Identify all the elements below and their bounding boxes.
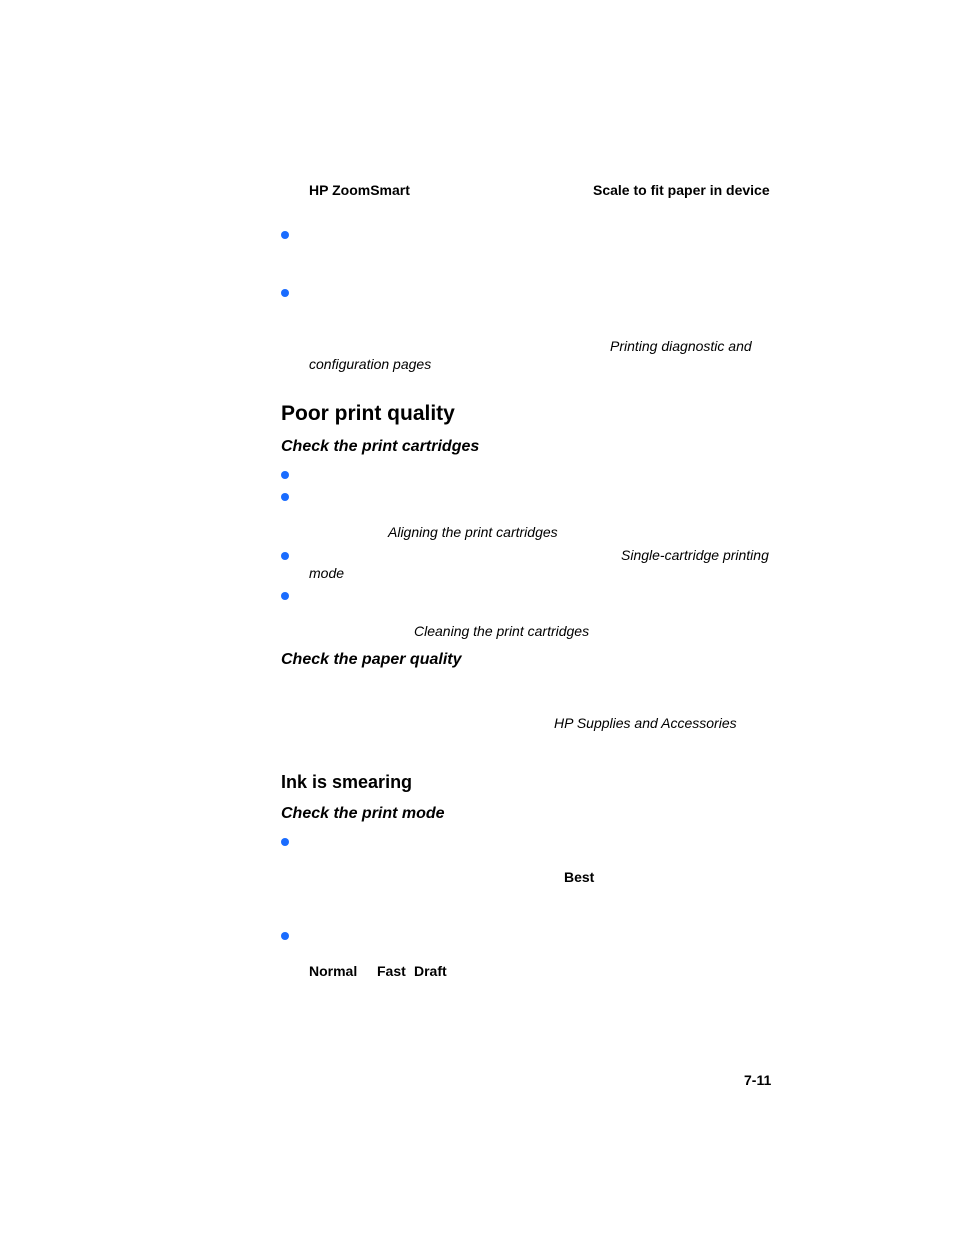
bullet-icon <box>281 592 289 600</box>
subheading-check-print-mode: Check the print mode <box>281 805 445 822</box>
draft-mode-label: Draft <box>414 963 447 979</box>
subheading-check-paper-quality: Check the paper quality <box>281 651 462 668</box>
scale-to-fit-label: Scale to fit paper in device <box>593 182 770 198</box>
normal-mode-label: Normal <box>309 963 358 979</box>
configuration-pages-ref: configuration pages <box>309 356 432 372</box>
bullet-icon <box>281 932 289 940</box>
best-mode-label: Best <box>564 869 595 885</box>
bullet-icon <box>281 289 289 297</box>
bullet-icon <box>281 231 289 239</box>
bullet-icon <box>281 838 289 846</box>
cleaning-cartridges-ref: Cleaning the print cartridges <box>414 623 590 639</box>
section-title-poor-print-quality: Poor print quality <box>281 402 455 425</box>
fast-mode-label: Fast <box>377 963 406 979</box>
page-number: 7-11 <box>744 1072 772 1088</box>
bullet-icon <box>281 552 289 560</box>
single-cartridge-mode-ref: mode <box>309 565 345 581</box>
section-title-ink-smearing: Ink is smearing <box>281 772 413 792</box>
single-cartridge-ref: Single-cartridge printing <box>621 547 769 563</box>
supplies-accessories-ref: HP Supplies and Accessories <box>554 715 737 731</box>
bullet-icon <box>281 471 289 479</box>
aligning-cartridges-ref: Aligning the print cartridges <box>388 524 558 540</box>
subheading-check-print-cartridges: Check the print cartridges <box>281 438 480 455</box>
hp-zoomsmart-label: HP ZoomSmart <box>309 182 410 198</box>
printing-diagnostic-ref: Printing diagnostic and <box>610 338 752 354</box>
bullet-icon <box>281 493 289 501</box>
